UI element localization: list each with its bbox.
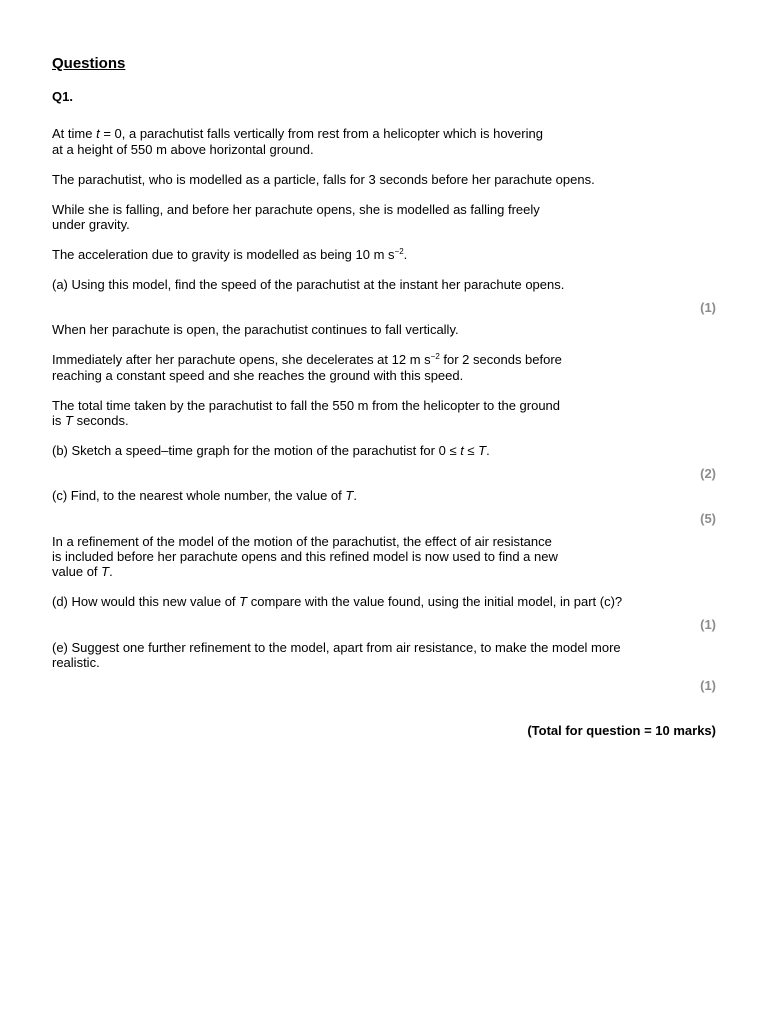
part-c-question: (c) Find, to the nearest whole number, the value of T. bbox=[52, 488, 357, 503]
paragraph-1-line-1: At time t = 0, a parachutist falls vertically from rest from a helicopter which is hovering bbox=[52, 126, 543, 141]
part-b-question: (b) Sketch a speed–time graph for the motion of the parachutist for 0 ≤ t ≤ T. bbox=[52, 443, 490, 458]
page-heading: Questions bbox=[52, 55, 126, 72]
paragraph-5: When her parachute is open, the parachutist continues to fall vertically. bbox=[52, 322, 459, 337]
part-e-question-line-1: (e) Suggest one further refinement to the model, apart from air resistance, to make the model more bbox=[52, 640, 621, 655]
paragraph-4: The acceleration due to gravity is modelled as being 10 m $s^{-2}$. bbox=[52, 247, 408, 262]
part-a-question: (a) Using this model, find the speed of the parachutist at the instant her parachute opens. bbox=[52, 277, 565, 292]
part-e-marks: (1) bbox=[700, 678, 716, 693]
part-d-question: (d) How would this new value of T compare with the value found, using the initial model, in part (c)? bbox=[52, 594, 623, 609]
paragraph-1-line-2: at a height of 550 m above horizontal ground. bbox=[52, 142, 314, 157]
total-marks: (Total for question = 10 marks) bbox=[527, 723, 716, 738]
paragraph-8-line-1: In a refinement of the model of the motion of the parachutist, the effect of air resistance bbox=[52, 534, 552, 549]
paragraph-6-line-1: Immediately after her parachute opens, she decelerates at 12 m $s^{-2}$ for 2 seconds before bbox=[52, 352, 562, 367]
part-e-question-line-2: realistic. bbox=[52, 655, 100, 670]
part-c-marks: (5) bbox=[700, 511, 716, 526]
paragraph-7-line-2: is T seconds. bbox=[52, 413, 129, 428]
paragraph-2: The parachutist, who is modelled as a particle, falls for 3 seconds before her parachute opens. bbox=[52, 172, 595, 187]
part-b-marks: (2) bbox=[700, 466, 716, 481]
paragraph-8-line-3: value of T. bbox=[52, 564, 113, 579]
paragraph-7-line-1: The total time taken by the parachutist to fall the 550 m from the helicopter to the ground bbox=[52, 398, 561, 413]
paragraph-3-line-1: While she is falling, and before her parachute opens, she is modelled as falling freely bbox=[52, 202, 540, 217]
paragraph-6-line-2: reaching a constant speed and she reaches the ground with this speed. bbox=[52, 368, 464, 383]
part-d-marks: (1) bbox=[700, 617, 716, 632]
paragraph-3-line-2: under gravity. bbox=[52, 217, 130, 232]
paragraph-8-line-2: is included before her parachute opens and this refined model is now used to find a new bbox=[52, 549, 558, 564]
part-a-marks: (1) bbox=[700, 300, 716, 315]
question-number: Q1. bbox=[52, 89, 73, 104]
